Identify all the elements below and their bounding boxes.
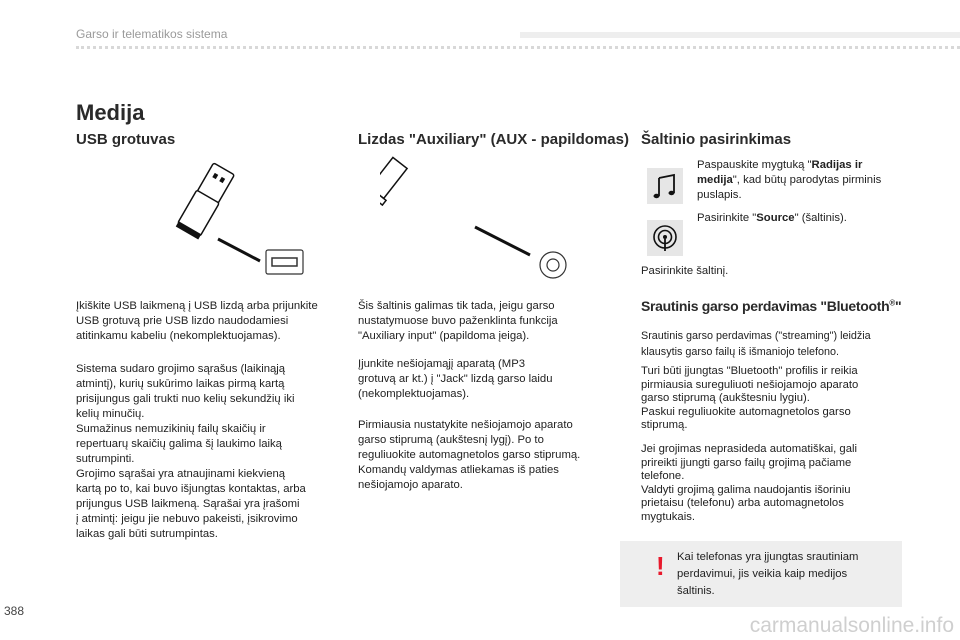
header-divider	[76, 46, 960, 49]
header-bar	[520, 32, 960, 38]
music-note-icon	[647, 168, 683, 204]
usb-paragraph-2: Sistema sudaro grojimo sąrašus (laikinąją atmintį), kurių sukūrimo laikas pirmą kartą prisijungus gali trukti nuo kelių sekundžių iki kelių minučių. Sumažinus nemuzikinių failų skaičių ir repertuarų skaičių galima šį laukimo laiką sutrumpinti. Grojimo sąrašai yra atnaujinami kiekvieną kartą po to, kai buvo išjungtas kontaktas, arba prijungus USB laikmeną. Sąrašai yra įrašomi į atmintį: jeigu jie nebuvo pakeisti, įsikrovimo laikas gali būti sutrumpintas.	[76, 363, 306, 540]
bluetooth-paragraph-2: Turi būti įjungtas "Bluetooth" profilis ir reikia pirmiausia sureguliuoti nešiojamojo aparato garso stiprumą (aukštesniu lygiu). Paskui reguliuokite automagnetolos garso stiprumą.	[641, 365, 859, 431]
source-step-2: Pasirinkite "Source" (šaltinis).	[697, 212, 847, 224]
watermark: carmanualsonline.info	[749, 614, 954, 637]
chapter-title: Garso ir telematikos sistema	[76, 27, 228, 41]
usb-title: USB grotuvas	[76, 131, 176, 148]
bluetooth-paragraph-1: Srautinis garso perdavimas ("streaming") leidžia klausytis garso failų iš išmaniojo telefono.	[641, 330, 871, 358]
bluetooth-title: Srautinis garso perdavimas "Bluetooth®"	[641, 298, 902, 314]
aux-title: Lizdas "Auxiliary" (AUX - papildomas)	[358, 131, 629, 148]
radio-source-icon	[647, 220, 683, 256]
aux-paragraph-3: Pirmiausia nustatykite nešiojamojo aparato garso stiprumą (aukštesnį lygį). Po to reguliuokite automagnetolos garso stiprumą. Komandų valdymas atliekamas iš paties nešiojamojo aparato.	[358, 419, 581, 491]
source-title: Šaltinio pasirinkimas	[641, 131, 792, 148]
page-number: 388	[4, 604, 25, 618]
section-title: Medija	[76, 100, 145, 125]
aux-paragraph-2: Įjunkite nešiojamąjį aparatą (MP3 grotuvą ar kt.) į "Jack" lizdą garso laidu (nekomplektuojamas).	[358, 358, 553, 400]
usb-paragraph-1: Įkiškite USB laikmeną į USB lizdą arba prijunkite USB grotuvą prie USB lizdo naudodamiesi atitinkamu kabeliu (nekomplektuojamas).	[76, 300, 318, 342]
usb-illustration	[150, 155, 310, 280]
warning-notice	[620, 541, 902, 607]
bluetooth-paragraph-3: Jei grojimas neprasideda automatiškai, gali prireikti įjungti garso failų grojimą pačiame telefone. Valdyti grojimą galima naudojantis išoriniu prietaisu (telefonu) arba automagnetolos mygtukais.	[641, 443, 858, 523]
warning-icon: !	[656, 551, 665, 581]
aux-paragraph-1: Šis šaltinis galimas tik tada, jeigu garso nustatymuose buvo paženklinta funkcija "Auxiliary input" (papildoma įeiga).	[358, 300, 558, 342]
warning-text: Kai telefonas yra įjungtas srautiniam perdavimui, jis veikia kaip medijos šaltinis.	[677, 551, 859, 597]
source-step-3: Pasirinkite šaltinį.	[641, 265, 729, 277]
aux-jack-illustration	[380, 155, 580, 280]
source-step-1: Paspauskite mygtuką "Radijas ir medija", kad būtų parodytas pirminis puslapis.	[697, 159, 882, 201]
